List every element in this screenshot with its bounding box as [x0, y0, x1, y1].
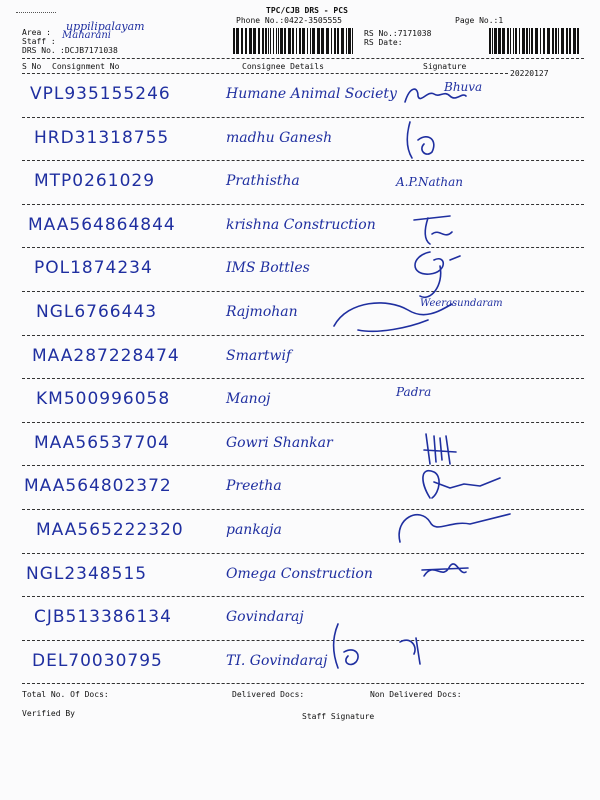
barcode-bar [296, 28, 297, 54]
consignment-number: MTP0261029 [34, 171, 156, 192]
table-row [0, 423, 600, 467]
barcode-bar [299, 28, 301, 54]
signature-text: Padra [396, 385, 432, 400]
consignment-number: NGL2348515 [26, 563, 148, 584]
barcode-bar [513, 28, 514, 54]
barcode-bar [236, 28, 239, 54]
area-label: Area : [22, 28, 51, 37]
barcode-bar [547, 28, 550, 54]
barcode-bar [249, 28, 252, 54]
drs-label: DRS No. [22, 46, 56, 55]
barcode-bar [258, 28, 260, 54]
table-row [0, 336, 600, 380]
barcode-bar [502, 28, 505, 54]
barcode-bar [302, 28, 305, 54]
consignment-number: MAA565222320 [36, 520, 184, 540]
consignment-number: KM500996058 [36, 389, 171, 410]
barcode-bar [348, 28, 351, 54]
consignment-number: HRD31318755 [34, 127, 170, 148]
consignment-number: MAA56537704 [34, 432, 170, 453]
consignment-number: MAA564802372 [24, 476, 172, 497]
table-row [0, 554, 600, 598]
signature-row-4 [410, 210, 460, 246]
rs-number: RS No.:7171038 [364, 29, 432, 38]
barcode-graphic [232, 28, 356, 54]
barcode-bar [270, 28, 271, 54]
barcode-bar [307, 28, 308, 54]
consignee-name: madhu Ganesh [226, 129, 333, 146]
rs-date: RS Date: [364, 38, 403, 47]
barcode-bar [284, 28, 286, 54]
barcode-bar [555, 28, 557, 54]
barcode-bar [265, 28, 267, 54]
consignee-name: Govindaraj [226, 609, 304, 626]
barcode-bar [577, 28, 579, 54]
barcode-bar [334, 28, 336, 54]
barcode-bar [241, 28, 243, 54]
col-consignee-details: Consignee Details [242, 62, 324, 71]
barcode-bar [273, 28, 274, 54]
consignee-name: TI. Govindaraj [226, 652, 328, 669]
barcode-bar [531, 28, 533, 54]
table-row [0, 74, 600, 118]
barcode-bar [346, 28, 347, 54]
table-row [0, 161, 600, 205]
barcode-drs [232, 28, 356, 54]
barcode-bar [276, 28, 277, 54]
consignee-name: pankaja [226, 522, 282, 538]
barcode-bar [310, 28, 311, 54]
barcode-bar [262, 28, 264, 54]
barcode-bar [510, 28, 511, 54]
barcode-bar [561, 28, 564, 54]
signature-row-2 [404, 120, 444, 160]
staff-signature-label: Staff Signature [302, 712, 375, 721]
barcode-bar [288, 28, 291, 54]
scribble-mark [16, 12, 56, 19]
consignee-name: Smartwif [226, 347, 292, 364]
barcode-bar [321, 28, 324, 54]
barcode-bar [498, 28, 501, 54]
staff-value: Maharani [62, 30, 111, 41]
barcode-bar [352, 28, 353, 54]
barcode-bar [535, 28, 538, 54]
consignee-name: Humane Animal Society [226, 86, 397, 102]
document-title: TPC/CJB DRS - PCS [266, 6, 348, 15]
barcode-bar [492, 28, 493, 54]
consignment-number: NGL6766443 [36, 302, 158, 322]
table-row [0, 248, 600, 292]
consignee-name: IMS Bottles [226, 260, 310, 277]
staff-label: Staff : [22, 37, 56, 46]
signature-text: Bhuva [444, 80, 483, 94]
barcode-bar [566, 28, 568, 54]
barcode-bar [558, 28, 559, 54]
signature-text: Weerasundaram [420, 298, 503, 309]
signature-row-12 [420, 556, 470, 586]
table-row [0, 118, 600, 162]
consignment-number: DEL70030795 [32, 650, 163, 671]
date-stamp: 20220127 [510, 69, 549, 78]
table-row [0, 292, 600, 336]
consignee-name: Omega Construction [226, 565, 373, 582]
barcode-bar [529, 28, 530, 54]
barcode-bar [312, 28, 315, 54]
barcode-bar [341, 28, 344, 54]
barcode-bar [519, 28, 520, 54]
barcode-bar [326, 28, 329, 54]
non-delivered-docs-label: Non Delivered Docs: [370, 690, 462, 699]
table-row [0, 205, 600, 249]
consignee-name: Manoj [226, 391, 271, 408]
barcode-bar [573, 28, 576, 54]
header-divider-top [22, 58, 584, 59]
total-docs-label: Total No. Of Docs: [22, 690, 109, 699]
barcode-bar [540, 28, 541, 54]
barcode-bar [253, 28, 256, 54]
consignment-number: POL1874234 [34, 258, 153, 279]
signature-row-14 [330, 618, 440, 678]
consignment-number: MAA287228474 [32, 345, 180, 366]
barcode-bar [245, 28, 247, 54]
consignee-name: Rajmohan [226, 304, 298, 320]
consignment-number: MAA564864844 [28, 214, 176, 235]
barcode-bar [526, 28, 528, 54]
table-row [0, 641, 600, 685]
barcode-bar [507, 28, 509, 54]
barcode-bar [489, 28, 491, 54]
table-row [0, 597, 600, 641]
delivered-docs-label: Delivered Docs: [232, 690, 305, 699]
verified-by-label: Verified By [22, 709, 75, 718]
col-consignment-no: Consignment No [52, 62, 120, 71]
barcode-bar [278, 28, 279, 54]
drs-number: :DCJB7171038 [60, 46, 118, 55]
barcode-bar [515, 28, 517, 54]
consignee-name: krishna Construction [226, 216, 376, 233]
barcode-bar [292, 28, 294, 54]
barcode-bar [268, 28, 269, 54]
barcode-bar [280, 28, 283, 54]
barcode-bar [233, 28, 235, 54]
table-row [0, 379, 600, 423]
signature-text: A.P.Nathan [396, 175, 464, 190]
barcode-bar [543, 28, 545, 54]
barcode-bar [494, 28, 497, 54]
area-value: uppilipalayam [66, 20, 145, 33]
signature-row-6 [328, 290, 458, 340]
phone-number: Phone No.:0422-3505555 [236, 16, 342, 25]
footer-divider [22, 683, 584, 684]
barcode-bar [331, 28, 332, 54]
barcode-bar [317, 28, 320, 54]
barcode-bar [552, 28, 554, 54]
page-number: Page No.:1 [455, 16, 504, 25]
barcode-rs [488, 28, 580, 54]
consignee-name: Prathistha [226, 173, 300, 190]
barcode-bar [522, 28, 525, 54]
barcode-bar [569, 28, 571, 54]
consignment-number: VPL935155246 [30, 84, 171, 104]
consignee-name: Gowri Shankar [226, 434, 333, 451]
signature-row-1 [400, 82, 470, 112]
consignee-name: Preetha [226, 478, 282, 495]
barcode-bar [337, 28, 339, 54]
consignment-number: CJB513386134 [34, 607, 172, 628]
col-s-no: S No [22, 62, 42, 71]
barcode-graphic-2 [488, 28, 580, 54]
signature-row-10 [390, 462, 520, 552]
col-signature: Signature [423, 62, 467, 71]
